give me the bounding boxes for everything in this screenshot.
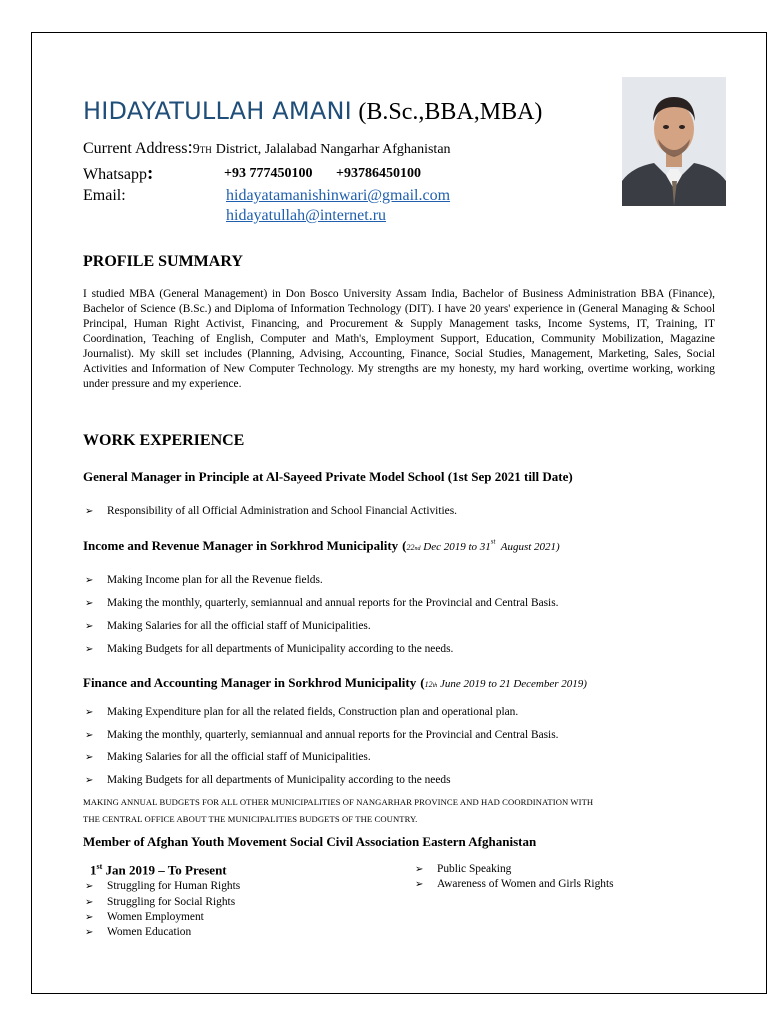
- address-value: District, Jalalabad Nangarhar Afghanistan: [215, 142, 451, 157]
- address-label: Current Address: [83, 140, 188, 157]
- membership-date-sup: st: [96, 862, 103, 871]
- job-2-bullet-2: [85, 597, 559, 609]
- whatsapp-label: Whatsapp: [83, 166, 147, 183]
- job-2-bullet-2-text: Making the monthly, quarterly, semiannual and annual reports for the Provincial and Central Basis.: [107, 597, 559, 609]
- membership-left-bullet-3-text: Women Employment: [107, 911, 204, 923]
- job-3-open-paren: (: [420, 675, 425, 690]
- job-2-date-1-sup: nd: [414, 546, 421, 552]
- name-text: HIDAYATULLAH AMANI: [83, 97, 352, 125]
- candidate-name: [83, 96, 542, 126]
- membership-left-bullet-1: [85, 880, 240, 892]
- arrow-bullet-icon: ➢: [85, 775, 94, 786]
- arrow-bullet-icon: ➢: [85, 927, 94, 938]
- job-3-date-2: June 2019 to 21 December 2019): [437, 678, 587, 690]
- whatsapp-colon: :: [146, 163, 154, 184]
- membership-left-bullet-2: [85, 896, 235, 908]
- arrow-bullet-icon: ➢: [85, 707, 94, 718]
- job-3-heading: [83, 674, 587, 692]
- arrow-bullet-icon: ➢: [415, 879, 424, 890]
- arrow-bullet-icon: ➢: [85, 752, 94, 763]
- membership-left-bullet-4: [85, 926, 191, 938]
- job-2-bullet-4-text: Making Budgets for all departments of Municipality according to the needs.: [107, 643, 454, 655]
- job-3-bullet-2-text: Making the monthly, quarterly, semiannual and annual reports for the Provincial and Central Basis.: [107, 729, 559, 741]
- membership-right-bullet-1-text: Public Speaking: [437, 863, 512, 875]
- job-3-title: Finance and Accounting Manager in Sorkhrod Municipality: [83, 675, 417, 690]
- job-2-bullet-3-text: Making Salaries for all the official staff of Municipalities.: [107, 620, 371, 632]
- arrow-bullet-icon: ➢: [85, 644, 94, 655]
- membership-left-bullet-1-text: Struggling for Human Rights: [107, 880, 241, 892]
- membership-date-num: 1: [90, 862, 97, 878]
- job-3-date-1-sup: th: [432, 683, 438, 689]
- membership-right-bullet-2: [415, 878, 614, 890]
- arrow-bullet-icon: ➢: [85, 897, 94, 908]
- arrow-bullet-icon: ➢: [85, 621, 94, 632]
- whatsapp-line: [83, 163, 153, 185]
- membership-left-bullet-3: [85, 911, 204, 923]
- arrow-bullet-icon: ➢: [415, 864, 424, 875]
- profile-summary-text: I studied MBA (General Management) in Don Bosco University Assam India, Bachelor of Business Administration BBA (Finance), Bachelor of Science (B.Sc.) and Diploma of Information Technology (DIT). I have 20 years' experience in (General Managing & School Principal, Human Right Activist, Financing, and Procurement & Supply Management tasks, Income Systems, IT, Training, IT Coordination, Teaching of English, Computer and Math's, Employment Support, Education, Community Mobilization, Magazine Journalist). My skill set includes (Planning, Advising, Accounting, Finance, Social Studies, Management, Marketing, Sales, Social Activities and Information of New Computer Technology. My strengths are my honesty, my hard working, overtime working, working under pressure and my experience.: [83, 288, 715, 390]
- membership-right-bullet-2-text: Awareness of Women and Girls Rights: [437, 878, 614, 890]
- profile-photo: [622, 77, 726, 206]
- phone-1: +93 777450100: [224, 166, 313, 181]
- membership-date: [90, 862, 227, 878]
- arrow-bullet-icon: ➢: [85, 730, 94, 741]
- job-1-title: General Manager in Principle at Al-Sayeed Private Model School (1st Sep 2021 till Date): [83, 469, 573, 484]
- job-1-bullet-text: Responsibility of all Official Administration and School Financial Activities.: [107, 505, 458, 517]
- job-3-bullet-2: [85, 729, 559, 741]
- job-3-bullet-1: [85, 706, 518, 718]
- job-3-bullet-4-text: Making Budgets for all departments of Municipality according to the needs: [107, 774, 451, 786]
- job-2-open-paren: (: [402, 538, 407, 553]
- address-th-suffix: TH: [199, 145, 212, 155]
- membership-left-bullet-2-text: Struggling for Social Rights: [107, 896, 236, 908]
- job-2-date-1: 22: [406, 543, 415, 552]
- job-3-bullet-1-text: Making Expenditure plan for all the related fields, Construction plan and operational plan.: [107, 706, 519, 718]
- job-3-bullet-3: [85, 751, 371, 763]
- job-3-caps-line-2: THE CENTRAL OFFICE ABOUT THE MUNICIPALITIES BUDGETS OF THE COUNTRY.: [83, 814, 418, 824]
- address-th-prefix: 9: [192, 142, 200, 157]
- arrow-bullet-icon: ➢: [85, 575, 94, 586]
- membership-right-bullet-1: [415, 863, 511, 875]
- job-2-date-2: Dec 2019 to 31: [420, 541, 491, 553]
- job-2-bullet-3: [85, 620, 371, 632]
- work-experience-heading: WORK EXPERIENCE: [83, 432, 245, 449]
- job-3-bullet-3-text: Making Salaries for all the official staff of Municipalities.: [107, 751, 371, 763]
- arrow-bullet-icon: ➢: [85, 881, 94, 892]
- job-2-title: Income and Revenue Manager in Sorkhrod Municipality: [83, 538, 399, 553]
- membership-title: Member of Afghan Youth Movement Social Civil Association Eastern Afghanistan: [83, 834, 537, 849]
- job-2-date-3: August 2021): [495, 541, 560, 553]
- arrow-bullet-icon: ➢: [85, 598, 94, 609]
- email-label: Email:: [83, 187, 126, 204]
- job-2-heading: [83, 537, 560, 555]
- profile-summary-heading: PROFILE SUMMARY: [83, 253, 243, 270]
- membership-left-bullet-4-text: Women Education: [107, 926, 192, 938]
- job-3-bullet-4: [85, 774, 451, 786]
- job-2-bullet-1-text: Making Income plan for all the Revenue fields.: [107, 574, 323, 586]
- job-1-bullet: [85, 505, 457, 517]
- degrees-text: (B.Sc.,BBA,MBA): [358, 99, 543, 125]
- job-3-date-1: 12: [424, 680, 433, 689]
- email-link-1[interactable]: hidayatamanishinwari@gmail.com: [226, 187, 451, 204]
- job-2-date-2-sup: st: [490, 537, 496, 546]
- job-3-caps-line-1: MAKING ANNUAL BUDGETS FOR ALL OTHER MUNICIPALITIES OF NANGARHAR PROVINCE AND HAD COORDINATION WITH: [83, 797, 594, 807]
- job-2-bullet-4: [85, 643, 453, 655]
- arrow-bullet-icon: ➢: [85, 506, 94, 517]
- phone-2: +93786450100: [336, 166, 421, 181]
- membership-date-rest: Jan 2019 – To Present: [102, 862, 227, 878]
- address-line: [83, 137, 451, 159]
- arrow-bullet-icon: ➢: [85, 912, 94, 923]
- person-portrait-icon: [622, 77, 726, 206]
- address-colon: :: [187, 137, 193, 158]
- job-2-bullet-1: [85, 574, 323, 586]
- email-link-2[interactable]: hidayatullah@internet.ru: [226, 207, 387, 224]
